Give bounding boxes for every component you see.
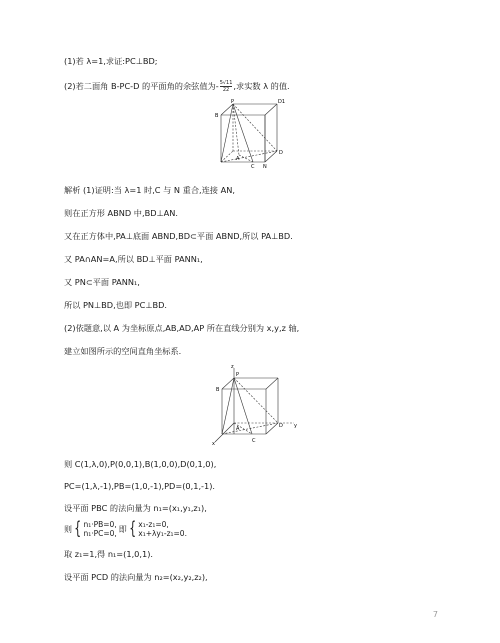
solution-line-4: 又 PA∩AN=A,所以 BD⊥平面 PANN₁,: [64, 254, 203, 264]
label-B: B: [215, 113, 219, 119]
solution-line-3: 又在正方体中,PA⊥底面 ABND,BD⊂平面 ABND,所以 PA⊥BD.: [64, 231, 293, 241]
system-right-eq1: x₁-z₁=0,: [138, 520, 169, 529]
fraction-denominator: 22: [222, 87, 230, 93]
system-left-eq2: n₁·PC=0,: [83, 529, 117, 538]
label-B: B: [216, 387, 220, 393]
label-z: z: [231, 364, 234, 370]
system-right: [138, 520, 187, 538]
problem-part2-prefix: (2)若二面角 B-PC-D 的平面角的余弦值为-: [64, 81, 219, 91]
equation-system: [64, 520, 187, 538]
left-brace-2: {: [129, 518, 136, 539]
normal-n1-result: 取 z₁=1,得 n₁=(1,0,1).: [64, 549, 153, 559]
coords-line-1: 则 C(1,λ,0),P(0,0,1),B(1,0,0),D(0,1,0),: [64, 459, 217, 469]
system-prefix: 则: [64, 524, 72, 534]
label-A: A: [236, 156, 240, 162]
solution-line-1: 解析 (1)证明:当 λ=1 时,C 与 N 重合,连接 AN,: [64, 185, 235, 195]
problem-part2-suffix: ,求实数 λ 的值.: [233, 81, 290, 91]
problem-part2: [64, 80, 290, 93]
label-A: A: [236, 426, 240, 432]
solution-line-6: 所以 PN⊥BD,也即 PC⊥BD.: [64, 300, 167, 310]
label-N: N: [263, 164, 267, 170]
system-left-eq1: n₁·PB=0,: [83, 520, 117, 529]
label-C: C: [252, 438, 256, 444]
system-left: [83, 520, 116, 538]
label-y: y: [294, 423, 297, 429]
solution-line-8: 建立如图所示的空间直角坐标系.: [64, 346, 182, 356]
left-brace-1: {: [74, 518, 82, 539]
cube-figure-1: [215, 98, 295, 170]
solution-line-2: 则在正方形 ABND 中,BD⊥AN.: [64, 208, 178, 218]
label-x: x: [212, 441, 215, 446]
page-number: 7: [432, 610, 438, 619]
label-D: D: [279, 150, 283, 156]
problem-part1: (1)若 λ=1,求证:PC⊥BD;: [64, 56, 158, 66]
label-P: P: [236, 372, 240, 378]
normal-n2-line: 设平面 PCD 的法向量为 n₂=(x₂,y₂,z₂),: [64, 572, 208, 582]
cosine-fraction: [220, 80, 233, 93]
fraction-numerator: 5√11: [219, 80, 233, 86]
normal-n1-line: 设平面 PBC 的法向量为 n₁=(x₁,y₁,z₁),: [64, 503, 207, 513]
cube-figure-2: [212, 364, 302, 446]
system-mid: 即: [118, 524, 127, 534]
label-P: P: [231, 99, 235, 105]
system-right-eq2: x₁+λy₁-z₁=0.: [138, 529, 187, 538]
label-C: C: [251, 164, 255, 170]
label-D1: D1: [278, 99, 286, 105]
solution-line-5: 又 PN⊂平面 PANN₁,: [64, 277, 140, 287]
solution-line-7: (2)依题意,以 A 为坐标原点,AB,AD,AP 所在直线分别为 x,y,z 轴,: [64, 323, 300, 333]
label-D: D: [279, 423, 283, 429]
vectors-line: PC=(1,λ,-1),PB=(1,0,-1),PD=(0,1,-1).: [64, 481, 216, 491]
